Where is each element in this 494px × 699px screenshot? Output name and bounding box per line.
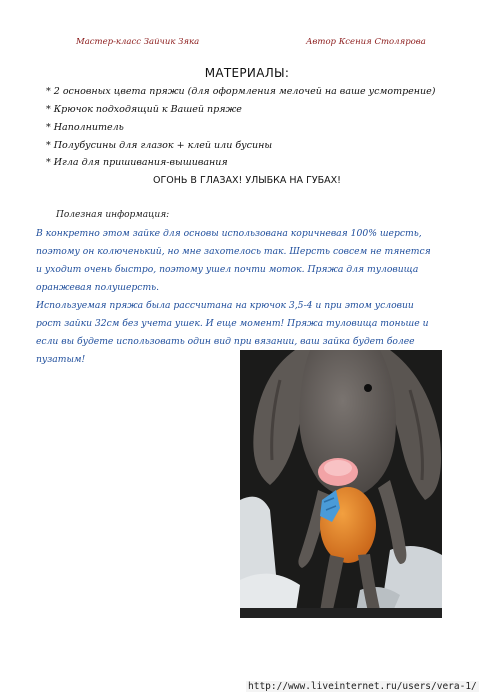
materials-item: * 2 основных цвета пряжи (для оформления мелочей на ваше усмотрение) xyxy=(46,86,436,97)
bunny-illustration xyxy=(240,350,442,618)
bunny-photo xyxy=(240,350,442,618)
materials-item: * Крючок подходящий к Вашей пряже xyxy=(46,104,242,115)
info-line: поэтому он колюченький, но мне захотелось так. Шерсть совсем не тянется xyxy=(36,246,431,257)
info-line: и уходит очень быстро, поэтому ушел почти моток. Пряжа для туловища xyxy=(36,264,419,275)
info-heading: Полезная информация: xyxy=(56,210,170,220)
slogan: ОГОНЬ В ГЛАЗАХ! УЛЫБКА НА ГУБАХ! xyxy=(152,175,341,186)
header-left-title: Мастер-класс Зайчик Зяка xyxy=(76,37,200,47)
materials-title: МАТЕРИАЛЫ: xyxy=(204,66,290,80)
info-line: рост зайки 32см без учета ушек. И еще момент! Пряжа туловища тоньше и xyxy=(36,318,429,329)
info-line: В конкретно этом зайке для основы использована коричневая 100% шерсть, xyxy=(36,228,422,239)
info-line: Используемая пряжа была рассчитана на крючок 3,5-4 и при этом условии xyxy=(36,300,414,311)
header-author: Автор Ксения Столярова xyxy=(306,37,426,47)
source-url[interactable]: http://www.liveinternet.ru/users/vera-1/ xyxy=(248,681,477,692)
info-line: если вы будете использовать один вид при вязании, ваш зайка будет более xyxy=(36,336,415,347)
materials-item: * Наполнитель xyxy=(46,122,124,133)
info-line: пузатым! xyxy=(36,354,86,365)
info-line: оранжевая полушерсть. xyxy=(36,282,160,293)
materials-item: * Полубусины для глазок + клей или бусины xyxy=(46,140,273,151)
materials-item: * Игла для пришивания-вышивания xyxy=(46,157,228,168)
